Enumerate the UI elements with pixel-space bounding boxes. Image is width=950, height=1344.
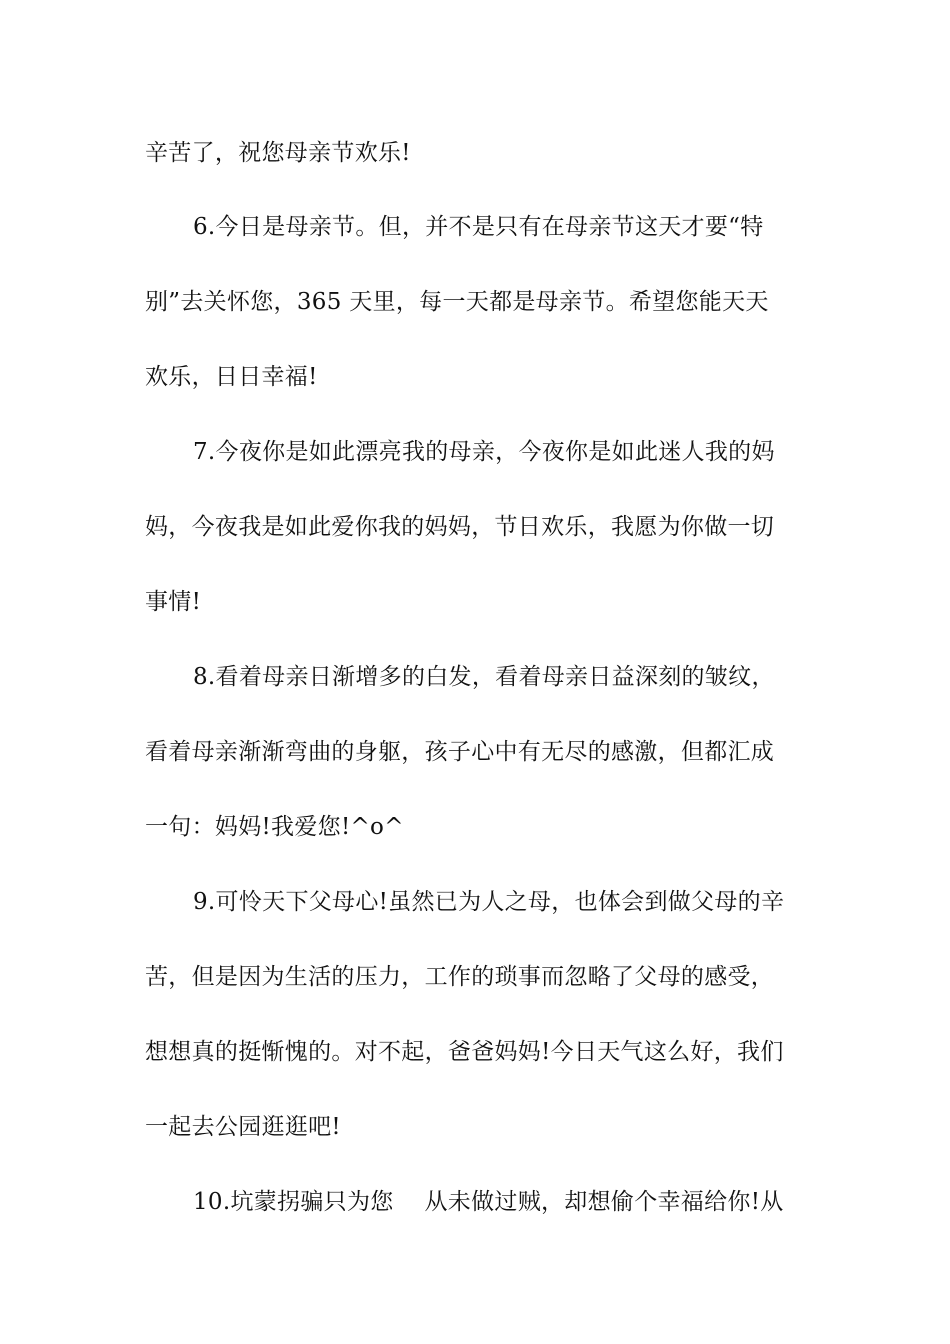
paragraph-8-line-1: 8.看着母亲日渐增多的白发，看着母亲日益深刻的皱纹， [193, 664, 775, 690]
text-line: 想想真的挺惭愧的。对不起，爸爸妈妈!今日天气这么好，我们 [145, 1039, 784, 1065]
text-line: 事情! [145, 589, 202, 615]
text-line: 欢乐，日日幸福! [145, 364, 318, 390]
text-line: 辛苦了，祝您母亲节欢乐! [145, 140, 411, 166]
text-line: 妈，今夜我是如此爱你我的妈妈，节日欢乐，我愿为你做一切 [145, 514, 775, 540]
paragraph-7-line-1: 7.今夜你是如此漂亮我的母亲，今夜你是如此迷人我的妈 [193, 439, 775, 465]
text-line: 一句：妈妈!我爱您!^o^ [145, 814, 404, 840]
text-line: 苦，但是因为生活的压力，工作的琐事而忽略了父母的感受， [145, 964, 775, 990]
text-line: 看着母亲渐渐弯曲的身躯，孩子心中有无尽的感激，但都汇成 [145, 739, 775, 765]
text-line: 别”去关怀您，365 天里，每一天都是母亲节。希望您能天天 [145, 289, 769, 315]
paragraph-9-line-1: 9.可怜天下父母心!虽然已为人之母，也体会到做父母的辛 [193, 889, 785, 915]
paragraph-6-line-1: 6.今日是母亲节。但，并不是只有在母亲节这天才要“特 [193, 214, 764, 240]
paragraph-10-line-1: 10.坑蒙拐骗只为您 从未做过贼，却想偷个幸福给你!从 [193, 1189, 784, 1215]
text-line: 一起去公园逛逛吧! [145, 1114, 341, 1140]
